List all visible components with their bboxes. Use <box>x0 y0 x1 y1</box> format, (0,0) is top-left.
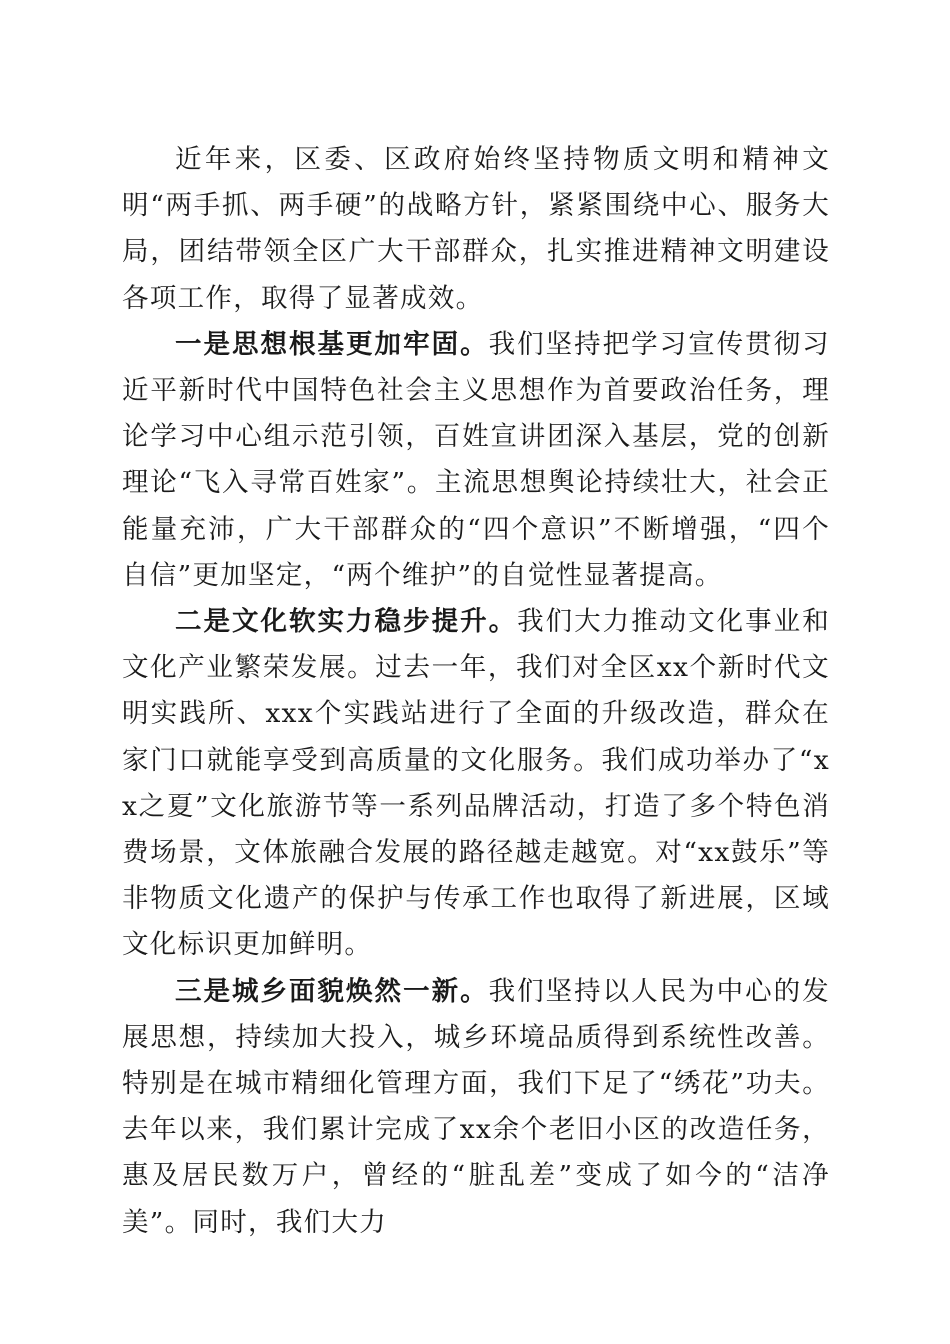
paragraph-text: 我们坚持把学习宣传贯彻习近平新时代中国特色社会主义思想作为首要政治任务，理论学习中心组示范引领，百姓宣讲团深入基层，党的创新理论“飞入寻常百姓家”。主流思想舆论持续壮大，社会正能量充沛，广大干部群众的“四个意识”不断增强，“四个自信”更加坚定，“两个维护”的自觉性显著提高。 <box>122 328 830 591</box>
paragraph-urban-rural <box>122 969 830 1246</box>
paragraph-culture <box>122 599 830 969</box>
paragraph-lead: 二是文化软实力稳步提升。 <box>175 606 518 638</box>
document-body <box>122 137 830 1246</box>
paragraph-lead: 三是城乡面貌焕然一新。 <box>175 975 489 1007</box>
paragraph-text: 我们坚持以人民为中心的发展思想，持续加大投入，城乡环境品质得到系统性改善。特别是在城市精细化管理方面，我们下足了“绣花”功夫。去年以来，我们累计完成了xx余个老旧小区的改造任务，惠及居民数万户，曾经的“脏乱差”变成了如今的“洁净美”。同时，我们大力 <box>122 975 830 1238</box>
paragraph-lead: 一是思想根基更加牢固。 <box>175 328 489 360</box>
paragraph-text: 我们大力推动文化事业和文化产业繁荣发展。过去一年，我们对全区xx个新时代文明实践所、xxx个实践站进行了全面的升级改造，群众在家门口就能享受到高质量的文化服务。我们成功举办了“xx之夏”文化旅游节等一系列品牌活动，打造了多个特色消费场景，文体旅融合发展的路径越走越宽。对“xx鼓乐”等非物质文化遗产的保护与传承工作也取得了新进展，区域文化标识更加鲜明。 <box>122 606 830 961</box>
paragraph-ideology <box>122 322 830 599</box>
paragraph-text: 近年来，区委、区政府始终坚持物质文明和精神文明“两手抓、两手硬”的战略方针，紧紧围绕中心、服务大局，团结带领全区广大干部群众，扎实推进精神文明建设各项工作，取得了显著成效。 <box>122 144 830 314</box>
paragraph-intro <box>122 137 830 322</box>
